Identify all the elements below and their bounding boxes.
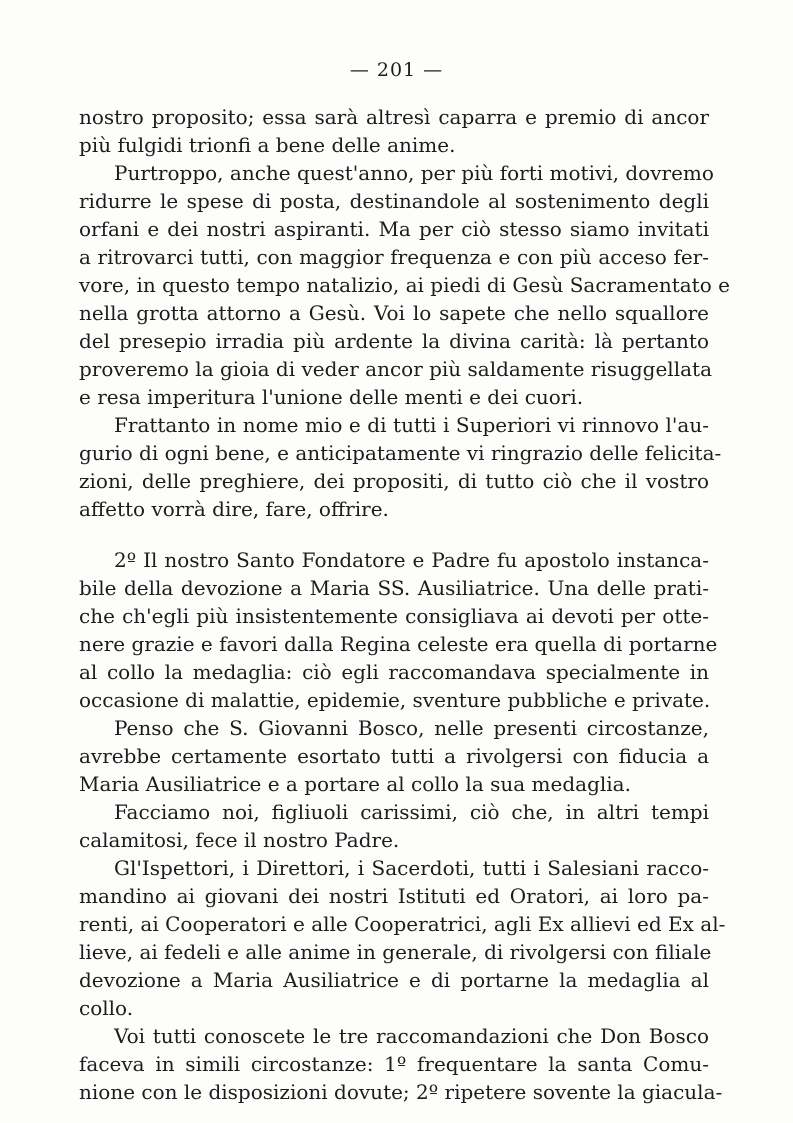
text-line: Purtroppo, anche quest'anno, per più forti motivi, dovremo bbox=[114, 161, 714, 185]
text-line bbox=[79, 215, 709, 243]
text-line: devozione a Maria Ausiliatrice e di portarne la medaglia al bbox=[79, 968, 709, 992]
text-line: più fulgidi trionfi a bene delle anime. bbox=[79, 133, 456, 157]
text-line: Penso che S. Giovanni Bosco, nelle presenti circostanze, bbox=[114, 716, 709, 740]
text-line: a ritrovarci tutti, con maggior frequenza e con più acceso fer- bbox=[79, 245, 709, 269]
text-line: Facciamo noi, figliuoli carissimi, ciò che, in altri tempi bbox=[114, 800, 709, 824]
text-line: Voi tutti conoscete le tre raccomandazioni che Don Bosco bbox=[114, 1024, 709, 1048]
text-line: faceva in simili circostanze: 1º frequentare la santa Comu- bbox=[79, 1052, 709, 1076]
text-line: proveremo la gioia di veder ancor più saldamente risuggellata bbox=[79, 357, 712, 381]
text-line: zioni, delle preghiere, dei propositi, di tutto ciò che il vostro bbox=[79, 469, 709, 493]
text-line: che ch'egli più insistentemente consigliava ai devoti per otte- bbox=[79, 604, 709, 628]
text-line: affetto vorrà dire, fare, offrire. bbox=[79, 497, 389, 521]
text-line: lieve, ai fedeli e alle anime in generale, di rivolgersi con filiale bbox=[79, 940, 712, 964]
text-line: renti, ai Cooperatori e alle Cooperatrici, agli Ex allievi ed Ex al- bbox=[79, 912, 726, 936]
text-line: collo. bbox=[79, 996, 134, 1020]
text-line: calamitosi, fece il nostro Padre. bbox=[79, 828, 400, 852]
text-line: bile della devozione a Maria SS. Ausiliatrice. Una delle prati- bbox=[79, 576, 709, 600]
text-line: ridurre le spese di posta, destinandole al sostenimento degli bbox=[79, 189, 709, 213]
text-line: avrebbe certamente esortato tutti a rivolgersi con fiducia a bbox=[79, 744, 709, 768]
text-line: nella grotta attorno a Gesù. Voi lo sapete che nello squallore bbox=[79, 301, 709, 325]
text-line: nione con le disposizioni dovute; 2º ripetere sovente la giacula- bbox=[79, 1080, 723, 1104]
text-line-content: orfani e dei nostri aspiranti. Ma per ciò stesso siamo invitati bbox=[79, 217, 709, 241]
text-line: Gl'Ispettori, i Direttori, i Sacerdoti, tutti i Salesiani racco- bbox=[114, 856, 709, 880]
text-line: nere grazie e favori dalla Regina celeste era quella di portarne bbox=[79, 632, 718, 656]
text-line: occasione di malattie, epidemie, sventure pubbliche e private. bbox=[79, 688, 711, 712]
text-line: 2º Il nostro Santo Fondatore e Padre fu apostolo instanca- bbox=[114, 548, 709, 572]
text-line: e resa imperitura l'unione delle menti e dei cuori. bbox=[79, 385, 584, 409]
page-number: — 201 — bbox=[349, 59, 444, 81]
text-line: Maria Ausiliatrice e a portare al collo la sua medaglia. bbox=[79, 772, 631, 796]
text-line: mandino ai giovani dei nostri Istituti ed Oratori, ai loro pa- bbox=[79, 884, 709, 908]
text-line: vore, in questo tempo natalizio, ai piedi di Gesù Sacramentato e bbox=[79, 273, 730, 297]
text-line: Frattanto in nome mio e di tutti i Superiori vi rinnovo l'au- bbox=[114, 413, 709, 437]
text-line: gurio di ogni bene, e anticipatamente vi ringrazio delle felicita- bbox=[79, 441, 722, 465]
text-line: del presepio irradia più ardente la divina carità: là pertanto bbox=[79, 329, 709, 353]
text-line: nostro proposito; essa sarà altresì caparra e premio di ancor bbox=[79, 105, 709, 129]
text-line: al collo la medaglia: ciò egli raccomandava specialmente in bbox=[79, 660, 709, 684]
